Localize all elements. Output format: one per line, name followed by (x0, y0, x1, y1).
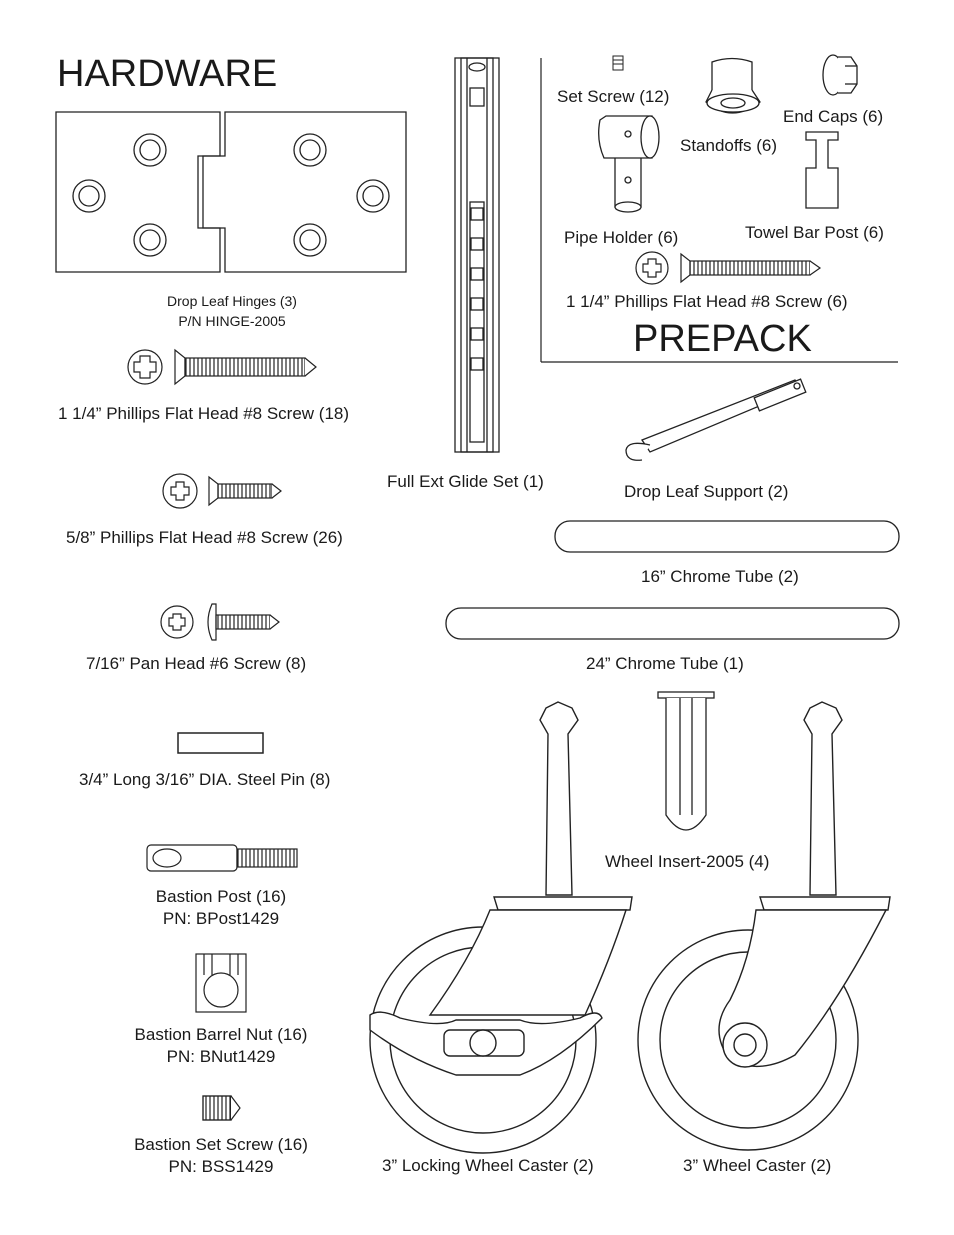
bastion-post-name: Bastion Post (16) (155, 887, 287, 906)
barrel-nut-part-number: PN: BNut1429 (166, 1047, 276, 1066)
bastion-set-screw-drawing (203, 1096, 240, 1120)
hinges-name: Drop Leaf Hinges (3) (167, 293, 297, 309)
steel-pin-drawing (178, 733, 263, 753)
set-screw-drawing (613, 56, 623, 70)
flat-head-screw-short-drawing (163, 474, 281, 508)
locking-caster-label: 3” Locking Wheel Caster (2) (382, 1156, 594, 1175)
prepack-screw-drawing (636, 252, 820, 284)
pipe-holder-label: Pipe Holder (6) (564, 228, 679, 247)
pan-head-screw-drawing (161, 604, 279, 640)
barrel-nut-name: Bastion Barrel Nut (16) (134, 1025, 308, 1044)
wheel-insert-label: Wheel Insert-2005 (4) (605, 852, 770, 871)
barrel-nut-label (120, 1024, 322, 1068)
hardware-title: HARDWARE (57, 53, 278, 95)
chrome-tube-24-drawing (446, 608, 899, 639)
drop-leaf-hinge-drawing (56, 112, 406, 272)
prepack-title: PREPACK (633, 318, 812, 360)
bastion-set-screw-label (116, 1134, 326, 1178)
chrome-tube-16-label: 16” Chrome Tube (2) (641, 567, 799, 586)
bastion-post-drawing (147, 845, 297, 871)
hinges-part-number: P/N HINGE-2005 (178, 313, 286, 329)
locking-caster-drawing (370, 702, 632, 1153)
pipe-holder-drawing (599, 116, 659, 212)
bastion-post-label (120, 886, 322, 930)
chrome-tube-24-label: 24” Chrome Tube (1) (586, 654, 744, 673)
towel-bar-post-drawing (806, 132, 838, 208)
long-screw-label: 1 1/4” Phillips Flat Head #8 Screw (18) (58, 404, 350, 423)
pan-screw-label: 7/16” Pan Head #6 Screw (8) (86, 654, 307, 673)
flat-head-screw-long-drawing (128, 350, 316, 384)
chrome-tube-16-drawing (555, 521, 899, 552)
end-cap-drawing (823, 55, 857, 95)
steel-pin-label: 3/4” Long 3/16” DIA. Steel Pin (8) (79, 770, 331, 789)
end-caps-label: End Caps (6) (783, 107, 884, 126)
drop-leaf-support-drawing (626, 379, 806, 460)
set-screw-label: Set Screw (12) (557, 87, 670, 106)
hinges-label (132, 291, 332, 331)
glide-label: Full Ext Glide Set (1) (387, 472, 544, 491)
bastion-set-screw-part-number: PN: BSS1429 (168, 1157, 274, 1176)
bastion-post-part-number: PN: BPost1429 (162, 909, 280, 928)
standoff-drawing (706, 59, 760, 114)
standoffs-label: Standoffs (6) (680, 136, 778, 155)
full-extension-glide-drawing (455, 58, 499, 452)
bastion-set-screw-name: Bastion Set Screw (16) (134, 1135, 308, 1154)
towel-bar-post-label: Towel Bar Post (6) (745, 223, 884, 242)
short-screw-label: 5/8” Phillips Flat Head #8 Screw (26) (66, 528, 343, 547)
wheel-insert-drawing (658, 692, 714, 830)
barrel-nut-drawing (196, 954, 246, 1012)
drop-leaf-support-label: Drop Leaf Support (2) (624, 482, 789, 501)
wheel-caster-label: 3” Wheel Caster (2) (683, 1156, 832, 1175)
prepack-screw-label: 1 1/4” Phillips Flat Head #8 Screw (6) (566, 292, 848, 311)
